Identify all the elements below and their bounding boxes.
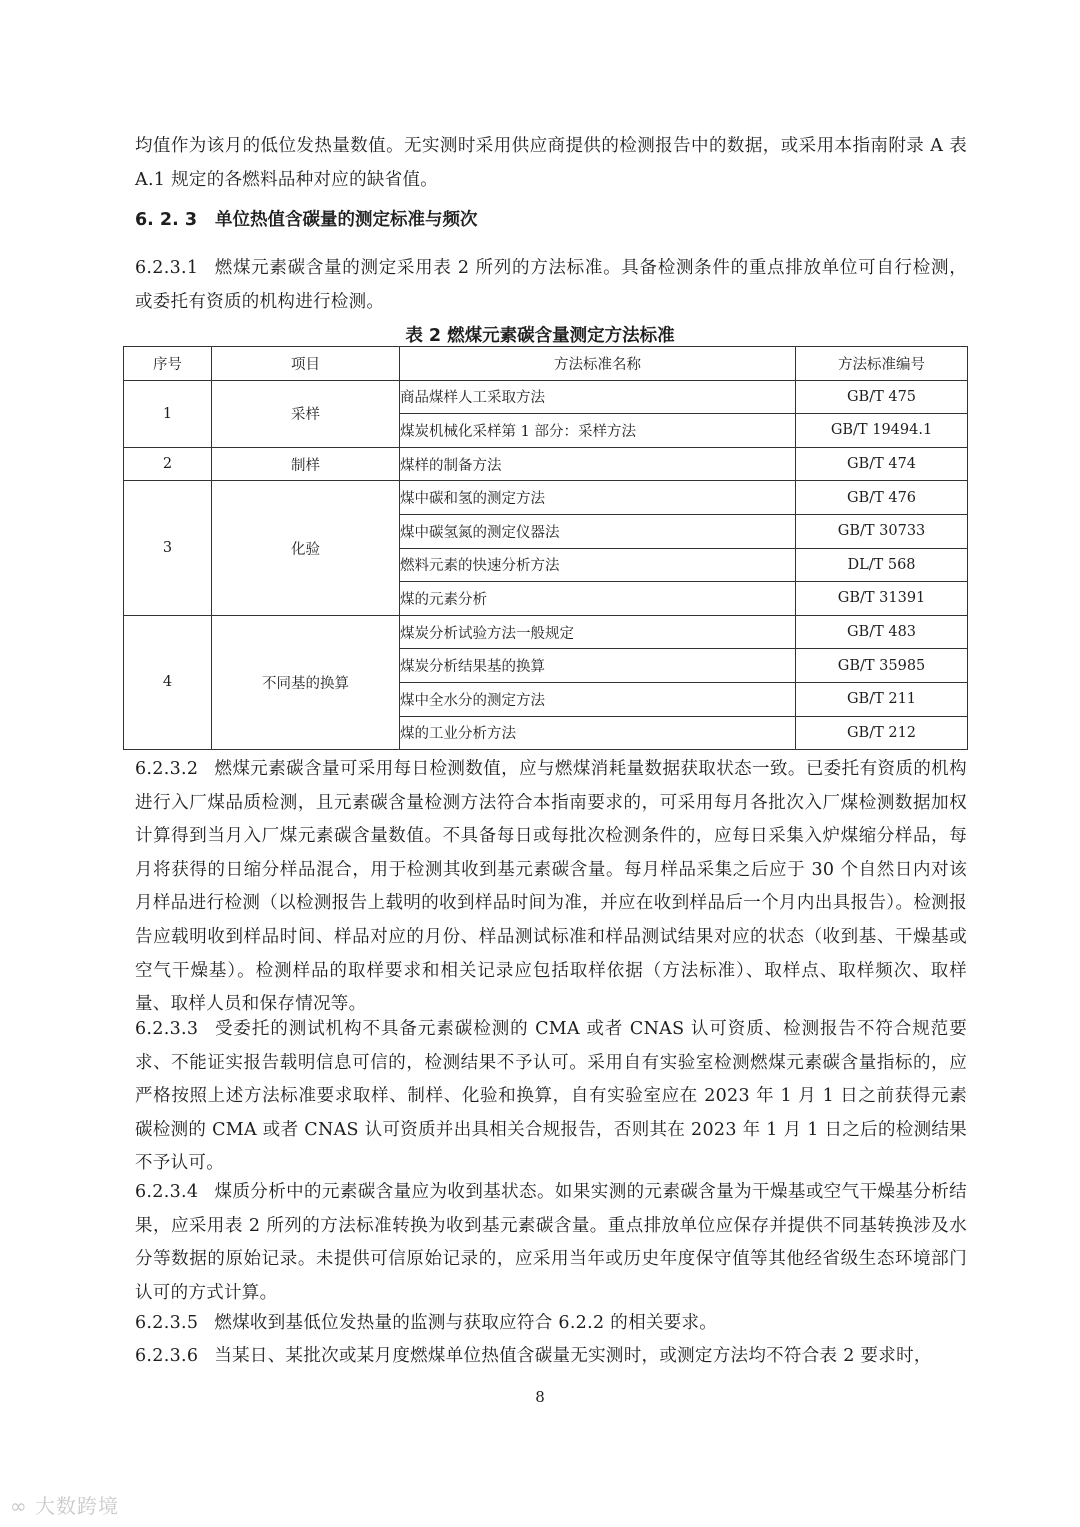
method-code: DL/T 568 [796,548,968,582]
clause-text: 当某日、某批次或某月度燃煤单位热值含碳量无实测时，或测定方法均不符合表 2 要求时， [214,1346,932,1366]
table-row [124,615,968,649]
method-code: GB/T 31391 [796,582,968,616]
table-header-row [124,347,968,381]
clause-text: 燃煤元素碳含量的测定采用表 2 所列的方法标准。具备检测条件的重点排放单位可自行检测，或委托有资质的机构进行检测。 [135,258,967,312]
section-number: 6. 2. 3 [135,210,198,230]
section-title: 单位热值含碳量的测定标准与频次 [215,210,478,230]
method-name: 煤的工业分析方法 [400,716,796,750]
watermark [10,1490,119,1519]
page-number: 8 [535,1388,545,1406]
clause-6-2-3-2 [135,753,967,1022]
clause-number: 6.2.3.3 [135,1019,199,1039]
method-name: 煤中全水分的测定方法 [400,682,796,716]
group-item: 不同基的换算 [212,615,400,749]
method-name: 煤炭分析试验方法一般规定 [400,615,796,649]
clause-number: 6.2.3.1 [135,258,199,278]
group-item: 采样 [212,380,400,447]
clause-number: 6.2.3.4 [135,1182,199,1202]
clause-6-2-3-6 [135,1340,967,1374]
method-name: 燃料元素的快速分析方法 [400,548,796,582]
table-row [124,447,968,481]
group-number: 2 [124,447,212,481]
method-name: 煤中碳和氢的测定方法 [400,481,796,515]
group-number: 4 [124,615,212,749]
table-row [124,380,968,414]
clause-text: 受委托的测试机构不具备元素碳检测的 CMA 或者 CNAS 认可资质、检测报告不符合规范要求、不能证实报告载明信息可信的，检测结果不予认可。采用自有实验室检测燃煤元素碳含量指标的，应严格按照上述方法标准要求取样、制样、化验和换算，自有实验室应在 2023 年 1 月 1 日之前获得元素碳检测的 CMA 或者 CNAS 认可资质并出具相关合规报告，否则其在 2023 年 1 月 1 日之后的检测结果不予认可。 [135,1019,967,1174]
method-name: 煤炭分析结果基的换算 [400,649,796,683]
method-code: GB/T 19494.1 [796,414,968,448]
method-name: 煤样的制备方法 [400,447,796,481]
clause-6-2-3-1 [135,252,967,319]
standards-table [123,346,968,750]
header-no: 序号 [124,347,212,381]
group-number: 1 [124,380,212,447]
clause-6-2-3-5 [135,1307,967,1341]
clause-number: 6.2.3.6 [135,1346,199,1366]
method-code: GB/T 35985 [796,649,968,683]
clause-number: 6.2.3.5 [135,1313,199,1333]
clause-text: 燃煤元素碳含量可采用每日检测数值，应与燃煤消耗量数据获取状态一致。已委托有资质的机构进行入厂煤品质检测，且元素碳含量检测方法符合本指南要求的，可采用每月各批次入厂煤检测数据加权计算得到当月入厂煤元素碳含量数值。不具备每日或每批次检测条件的，应每日采集入炉煤缩分样品，每月将获得的日缩分样品混合，用于检测其收到基元素碳含量。每月样品采集之后应于 30 个自然日内对该月样品进行检测（以检测报告上载明的收到样品时间为准，并应在收到样品后一个月内出具报告）。检测报告应载明收到样品时间、样品对应的月份、样品测试标准和样品测试结果对应的状态（收到基、干燥基或空气干燥基）。检测样品的取样要求和相关记录应包括取样依据（方法标准）、取样点、取样频次、取样量、取样人员和保存情况等。 [135,759,967,1015]
header-method-name: 方法标准名称 [400,347,796,381]
method-code: GB/T 474 [796,447,968,481]
group-number: 3 [124,481,212,615]
clause-text: 煤质分析中的元素碳含量应为收到基状态。如果实测的元素碳含量为干燥基或空气干燥基分析结果，应采用表 2 所列的方法标准转换为收到基元素碳含量。重点排放单位应保存并提供不同基转换涉及水分等数据的原始记录。未提供可信原始记录的，应采用当年或历史年度保守值等其他经省级生态环境部门认可的方式计算。 [135,1182,967,1303]
section-heading [135,206,478,231]
clause-text: 燃煤收到基低位发热量的监测与获取应符合 6.2.2 的相关要求。 [214,1313,718,1333]
method-code: GB/T 212 [796,716,968,750]
watermark-text: 大数跨境 [35,1494,120,1518]
header-item: 项目 [212,347,400,381]
method-code: GB/T 475 [796,380,968,414]
method-code: GB/T 30733 [796,514,968,548]
clause-number: 6.2.3.2 [135,759,199,779]
group-item: 化验 [212,481,400,615]
paragraph-continuation: 均值作为该月的低位发热量数值。无实测时采用供应商提供的检测报告中的数据，或采用本指南附录 A 表 A.1 规定的各燃料品种对应的缺省值。 [135,136,967,190]
method-name: 煤炭机械化采样第 1 部分：采样方法 [400,414,796,448]
method-code: GB/T 483 [796,615,968,649]
method-name: 煤的元素分析 [400,582,796,616]
clause-6-2-3-4 [135,1176,967,1310]
table-row [124,481,968,515]
header-method-code: 方法标准编号 [796,347,968,381]
method-name: 商品煤样人工采取方法 [400,380,796,414]
table-caption: 表 2 燃煤元素碳含量测定方法标准 [405,326,675,346]
group-item: 制样 [212,447,400,481]
method-code: GB/T 211 [796,682,968,716]
method-name: 煤中碳氢氮的测定仪器法 [400,514,796,548]
watermark-logo-icon: ∞ [10,1494,28,1518]
method-code: GB/T 476 [796,481,968,515]
clause-6-2-3-3 [135,1013,967,1181]
